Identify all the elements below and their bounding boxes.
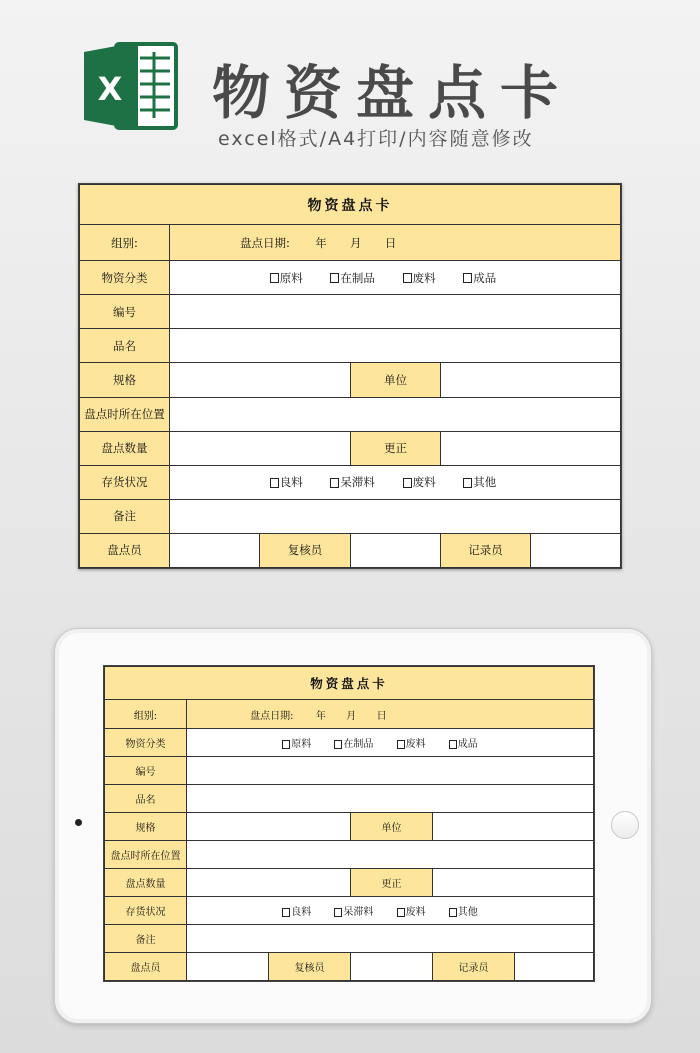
preview-reviewer-field[interactable]: [351, 953, 433, 981]
unit-label: 单位: [351, 363, 441, 397]
excel-logo-icon: [82, 38, 182, 134]
category-option[interactable]: 在制品: [334, 739, 373, 750]
svg-text:X: X: [97, 70, 123, 108]
recorder-label: 记录员: [441, 533, 531, 567]
condition-option[interactable]: 其他: [449, 907, 478, 918]
checkbox-icon: [270, 273, 279, 283]
condition-option[interactable]: 良料: [270, 475, 303, 489]
condition-option[interactable]: 呆滞料: [334, 907, 373, 918]
category-option[interactable]: 废料: [403, 271, 436, 285]
form-table: [79, 184, 621, 568]
location-field[interactable]: [170, 397, 621, 431]
condition-option[interactable]: 废料: [403, 475, 436, 489]
category-option[interactable]: 原料: [270, 271, 303, 285]
category-label: 物资分类: [80, 261, 170, 295]
condition-option[interactable]: 废料: [397, 907, 426, 918]
preview-unit-field[interactable]: [433, 813, 594, 841]
condition-option[interactable]: 良料: [282, 907, 311, 918]
date-label: 盘点日期:: [240, 235, 290, 250]
preview-form-title: 物资盘点卡: [105, 667, 594, 700]
reviewer-field[interactable]: [351, 533, 441, 567]
preview-spec-label: 规格: [105, 813, 187, 841]
preview-correction-field[interactable]: [433, 869, 594, 897]
preview-reviewer-label: 复核员: [269, 953, 351, 981]
correction-label: 更正: [351, 431, 441, 465]
category-option[interactable]: 成品: [463, 271, 496, 285]
checkbox-icon: [463, 273, 472, 283]
inventory-card-form: [78, 183, 622, 569]
remarks-field[interactable]: [170, 499, 621, 533]
preview-quantity-label: 盘点数量: [105, 869, 187, 897]
category-option[interactable]: 原料: [282, 739, 311, 750]
reviewer-label: 复核员: [260, 533, 351, 567]
preview-name-field[interactable]: [187, 785, 594, 813]
category-option[interactable]: 成品: [449, 739, 478, 750]
preview-location-label: 盘点时所在位置: [105, 841, 187, 869]
year-label: 年: [315, 235, 327, 250]
preview-code-field[interactable]: [187, 757, 594, 785]
checkbox-icon: [403, 478, 412, 488]
location-label: 盘点时所在位置: [80, 397, 170, 431]
preview-location-field[interactable]: [187, 841, 594, 869]
checkbox-icon: [397, 740, 405, 749]
condition-option[interactable]: 呆滞料: [330, 475, 375, 489]
group-label: 组别:: [80, 225, 170, 261]
preview-recorder-label: 记录员: [433, 953, 515, 981]
checkbox-icon: [282, 740, 290, 749]
month-label: 月: [350, 235, 362, 250]
counter-label: 盘点员: [80, 533, 170, 567]
counter-field[interactable]: [170, 533, 260, 567]
preview-remarks-label: 备注: [105, 925, 187, 953]
preview-spec-field[interactable]: [187, 813, 351, 841]
checkbox-icon: [282, 908, 290, 917]
preview-correction-label: 更正: [351, 869, 433, 897]
checkbox-icon: [330, 273, 339, 283]
preview-counter-label: 盘点员: [105, 953, 187, 981]
quantity-label: 盘点数量: [80, 431, 170, 465]
preview-day-label: 日: [376, 710, 387, 722]
form-title: 物资盘点卡: [80, 185, 621, 225]
correction-field[interactable]: [441, 431, 621, 465]
quantity-field[interactable]: [170, 431, 351, 465]
preview-quantity-field[interactable]: [187, 869, 351, 897]
preview-code-label: 编号: [105, 757, 187, 785]
checkbox-icon: [463, 478, 472, 488]
preview-month-label: 月: [346, 710, 357, 722]
preview-counter-field[interactable]: [187, 953, 269, 981]
name-label: 品名: [80, 329, 170, 363]
preview-date-cell: [187, 700, 594, 729]
checkbox-icon: [330, 478, 339, 488]
tablet-preview: [54, 628, 652, 1024]
preview-date-label: 盘点日期:: [250, 710, 294, 722]
recorder-field[interactable]: [531, 533, 621, 567]
spec-field[interactable]: [170, 363, 351, 397]
preview-condition-label: 存货状况: [105, 897, 187, 925]
preview-recorder-field[interactable]: [515, 953, 594, 981]
name-field[interactable]: [170, 329, 621, 363]
page-title: 物资盘点卡: [212, 59, 573, 127]
camera-icon: [75, 819, 82, 826]
condition-options: [170, 465, 621, 499]
checkbox-icon: [334, 908, 342, 917]
preview-unit-label: 单位: [351, 813, 433, 841]
checkbox-icon: [449, 908, 457, 917]
preview-year-label: 年: [315, 710, 326, 722]
preview-category-options: [187, 729, 594, 757]
checkbox-icon: [397, 908, 405, 917]
preview-category-label: 物资分类: [105, 729, 187, 757]
code-field[interactable]: [170, 295, 621, 329]
day-label: 日: [384, 235, 397, 250]
date-cell: [170, 225, 621, 261]
checkbox-icon: [449, 740, 457, 749]
header: [0, 0, 700, 170]
tablet-form-preview: [103, 665, 595, 982]
preview-group-label: 组别:: [105, 700, 187, 729]
checkbox-icon: [270, 478, 279, 488]
checkbox-icon: [334, 740, 342, 749]
category-option[interactable]: 废料: [397, 739, 426, 750]
category-options: [170, 261, 621, 295]
condition-option[interactable]: 其他: [463, 475, 496, 489]
condition-label: 存货状况: [80, 465, 170, 499]
preview-remarks-field[interactable]: [187, 925, 594, 953]
spec-label: 规格: [80, 363, 170, 397]
category-option[interactable]: 在制品: [330, 271, 375, 285]
home-button-icon: [611, 811, 639, 839]
checkbox-icon: [403, 273, 412, 283]
preview-condition-options: [187, 897, 594, 925]
preview-name-label: 品名: [105, 785, 187, 813]
unit-field[interactable]: [441, 363, 621, 397]
page-subtitle: excel格式/A4打印/内容随意修改: [218, 128, 534, 150]
preview-form-table: [104, 666, 594, 981]
remarks-label: 备注: [80, 499, 170, 533]
code-label: 编号: [80, 295, 170, 329]
